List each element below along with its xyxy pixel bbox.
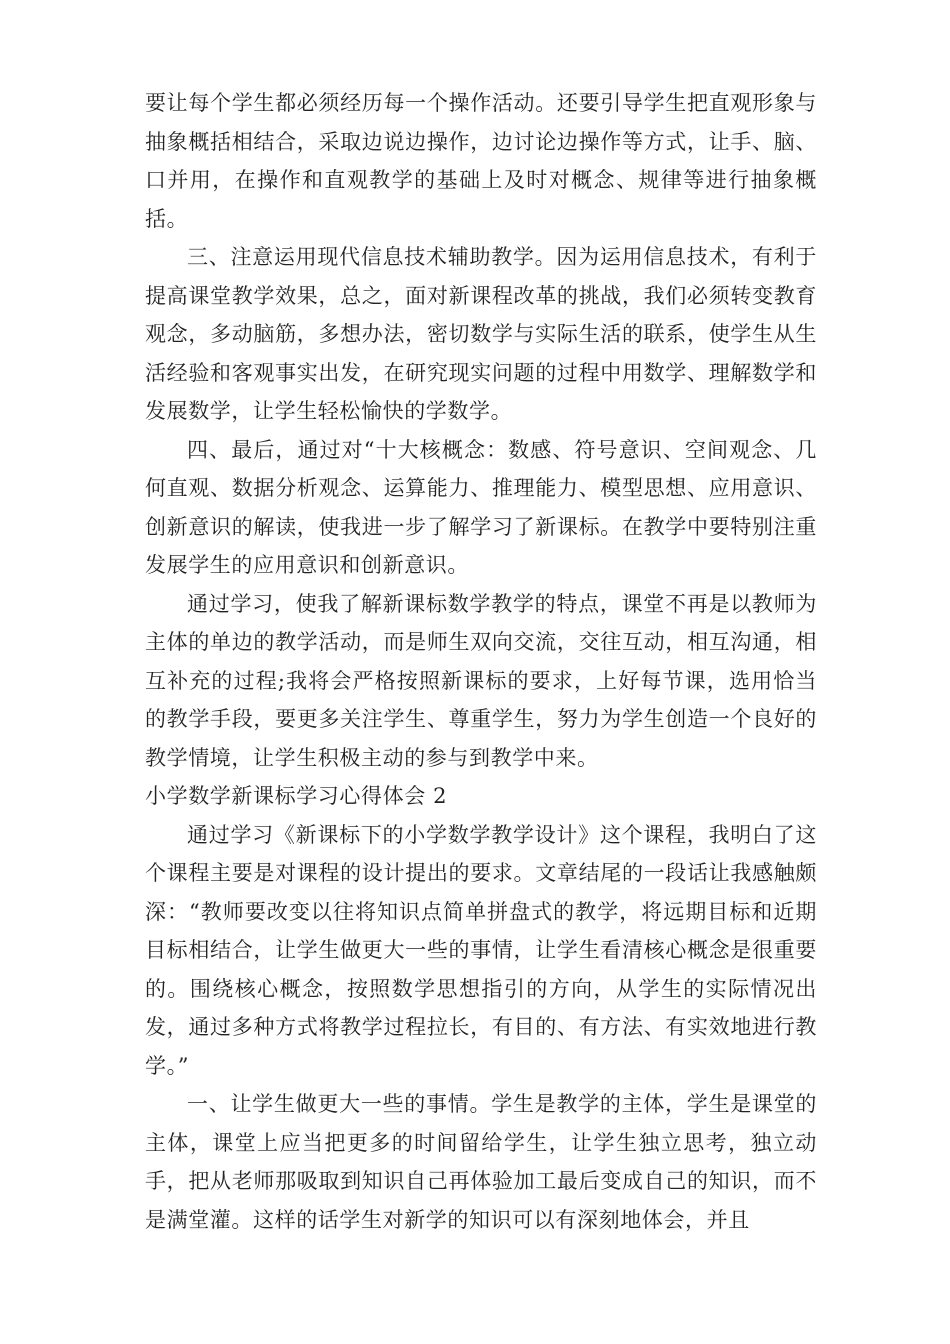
paragraph-course-design: 通过学习《新课标下的小学数学教学设计》这个课程，我明白了这个课程主要是对课程的设计提出的要求。文章结尾的一段话让我感触颇深：“教师要改变以往将知识点简单拼盘式的教学，将远期目标和近期目标相结合，让学生做更大一些的事情，让学生看清核心概念是很重要的。围绕核心概念，按照数学思想指引的方向，从学生的实际情况出发，通过多种方式将教学过程拉长，有目的、有方法、有实效地进行教学。” [145,822,817,1078]
section-heading-2: 小学数学新课标学习心得体会 2 [145,784,448,808]
paragraph-learning-summary: 通过学习，使我了解新课标数学教学的特点，课堂不再是以教师为主体的单边的教学活动，而是师生双向交流，交往互动，相互沟通，相互补充的过程;我将会严格按照新课标的要求，上好每节课，选用恰当的教学手段，要更多关注学生、尊重学生，努力为学生创造一个良好的教学情境，让学生积极主动的参与到教学中来。 [145,591,817,770]
paragraph-operation-activities: 要让每个学生都必须经历每一个操作活动。还要引导学生把直观形象与抽象概括相结合，采取边说边操作，边讨论边操作等方式，让手、脑、口并用，在操作和直观教学的基础上及时对概念、规律等进行抽象概括。 [145,91,817,231]
paragraph-ten-core-concepts: 四、最后，通过对“十大核概念：数感、符号意识、空间观念、几何直观、数据分析观念、运算能力、推理能力、模型思想、应用意识、创新意识的解读，使我进一步了解学习了新课标。在教学中要特别注重发展学生的应用意识和创新意识。 [145,437,817,577]
paragraph-information-technology: 三、注意运用现代信息技术辅助教学。因为运用信息技术，有利于提高课堂教学效果，总之，面对新课程改革的挑战，我们必须转变教育观念，多动脑筋，多想办法，密切数学与实际生活的联系，使学生从生活经验和客观事实出发，在研究现实问题的过程中用数学、理解数学和发展数学，让学生轻松愉快的学数学。 [145,245,817,423]
paragraph-bigger-things: 一、让学生做更大一些的事情。学生是教学的主体，学生是课堂的主体，课堂上应当把更多的时间留给学生，让学生独立思考，独立动手，把从老师那吸取到知识自己再体验加工最后变成自己的知识，而不是满堂灌。这样的话学生对新学的知识可以有深刻地体会，并且 [145,1092,817,1232]
document-body [145,84,817,1239]
